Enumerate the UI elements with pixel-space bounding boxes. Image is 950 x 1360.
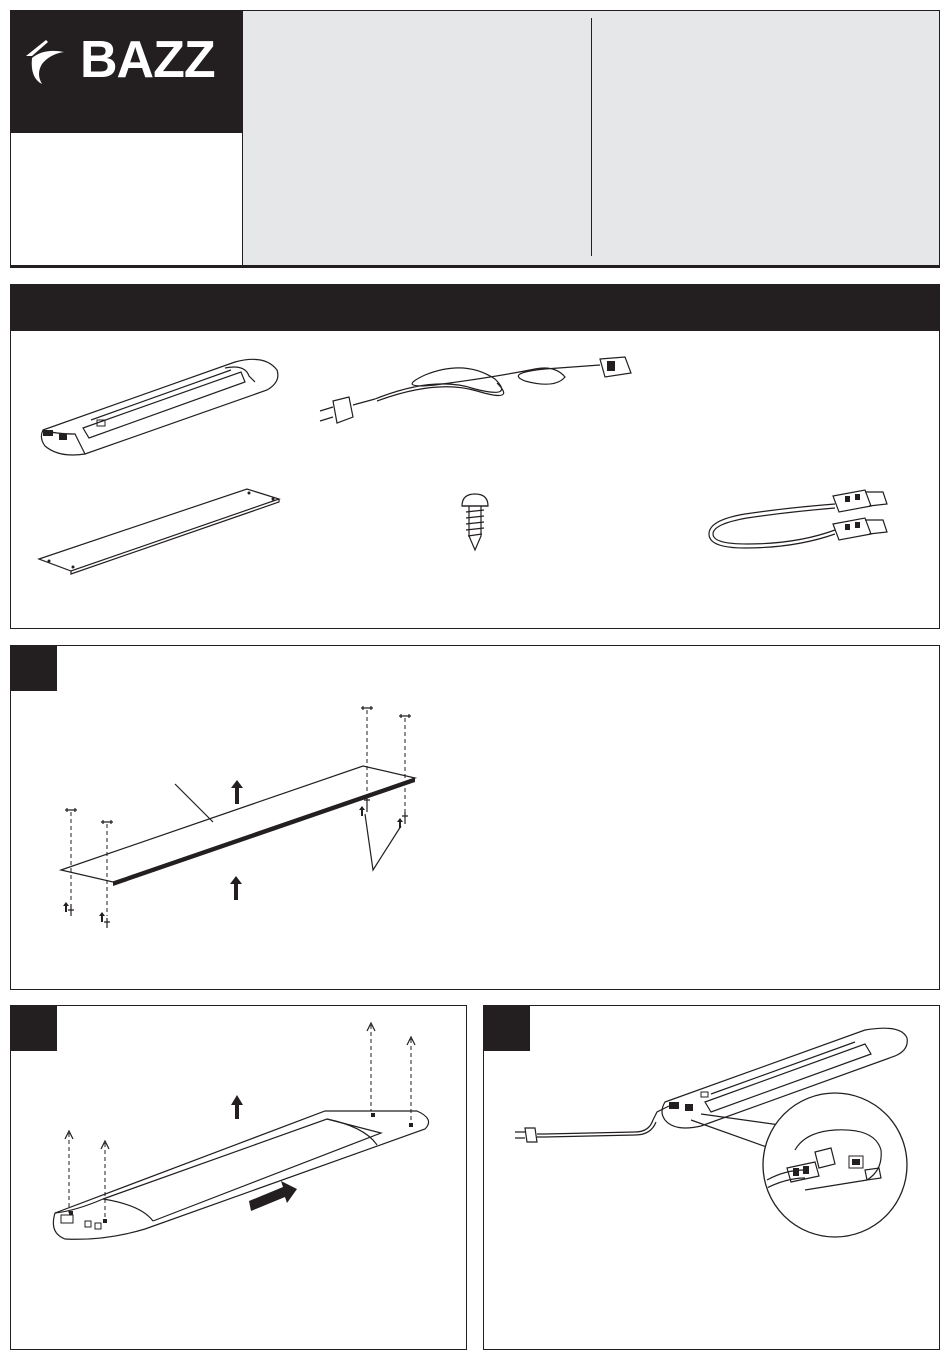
screw-icon	[458, 492, 492, 552]
link-cable-part	[705, 490, 895, 560]
parts-section-header	[10, 284, 940, 331]
logo-panel	[10, 10, 243, 133]
model-info-box	[10, 133, 243, 267]
step-2-fixture-slide-figure	[45, 1015, 445, 1245]
bazz-swoosh-icon	[24, 34, 84, 94]
power-plug-icon	[515, 1132, 525, 1138]
brand-logo: BAZZ	[80, 31, 215, 89]
step-1-badge	[10, 645, 57, 691]
step-3-power-connection-figure	[505, 1020, 925, 1260]
header-column-divider	[591, 18, 592, 256]
power-cord-part	[315, 355, 645, 435]
slide-arrow-icon	[249, 1181, 297, 1211]
step-1-plate-installation-figure	[55, 700, 435, 940]
light-fixture-part	[35, 350, 285, 460]
header-bottom-rule	[10, 265, 940, 268]
mounting-plate-part	[35, 485, 285, 575]
